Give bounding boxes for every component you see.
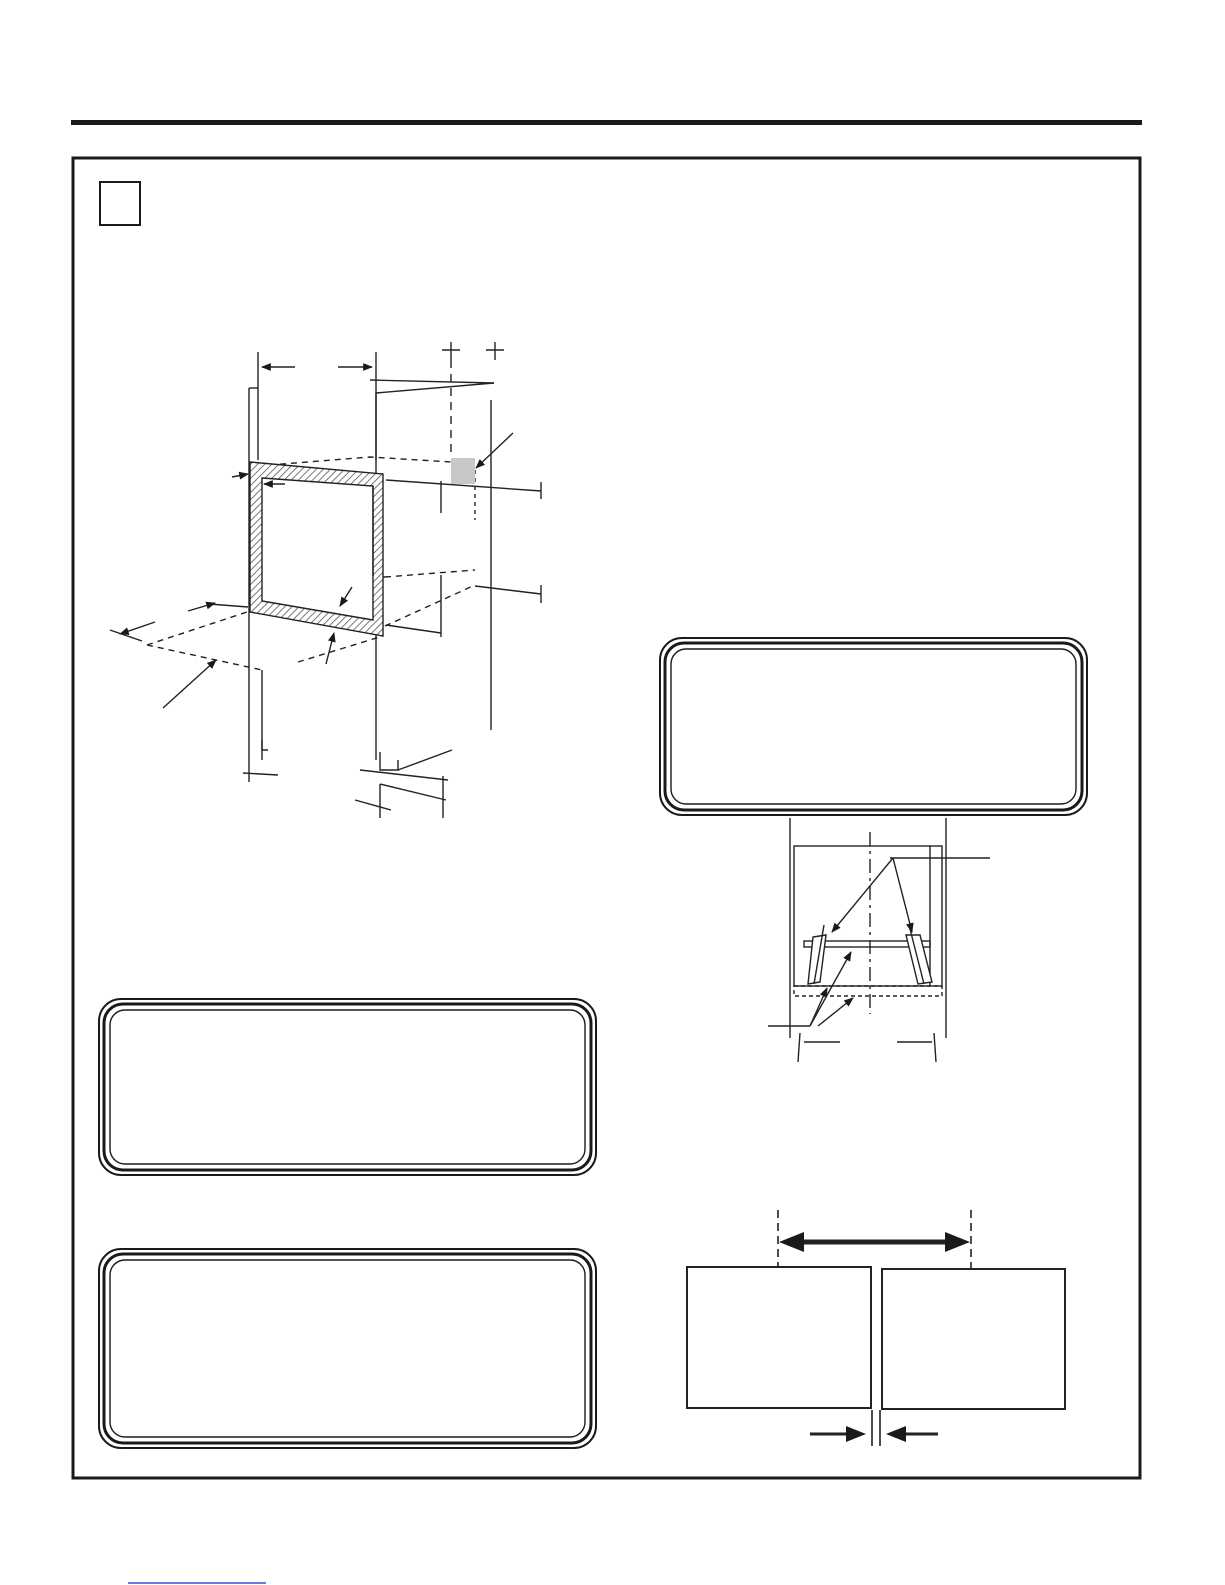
mounting-rails-diagram <box>768 818 990 1062</box>
left-upper-note <box>99 999 596 1175</box>
side-by-side-units-diagram <box>687 1210 1065 1446</box>
cabinet-cutout-diagram <box>110 342 541 818</box>
right-note <box>660 638 1087 815</box>
header-rule <box>71 120 1142 125</box>
left-lower-note <box>99 1249 596 1448</box>
step-number-box <box>100 182 140 225</box>
